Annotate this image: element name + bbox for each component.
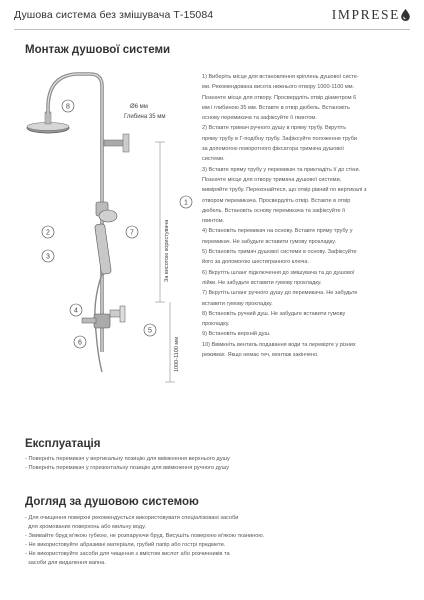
callout-3 (42, 250, 54, 262)
operation-item: - Поверніть перемикач у горизонтальну позицію для ввімкнення ручного душу (25, 465, 230, 471)
step-line: 7) Вкрутіть шланг ручного душу до перемикача. Не забудьте (202, 290, 358, 297)
brand-name: IMPRESE (331, 7, 400, 22)
svg-text:1: 1 (184, 199, 188, 207)
operation-list (25, 455, 417, 473)
step-line: 3) Вставте пряму трубу у перемикач та прикладіть її до стіни. (202, 166, 361, 173)
install-section-title: Монтаж душової системи (25, 44, 171, 56)
step-line: 4) Встановіть перемикач на основу. Вставте пряму трубу у (202, 228, 353, 235)
step-line: вставити гумову прокладку. (202, 300, 273, 307)
step-line: 10) Ввімкніть вентиль подавання води та перевірте у різних (202, 341, 356, 348)
step-line: пряму трубу в Г-подібну трубу. Зафіксуйте положення труби (202, 135, 357, 142)
care-item: - Для очищення поверхні рекомендується використовувати спеціалізовані засоби (25, 515, 239, 521)
callout-4 (70, 304, 82, 316)
operation-section-title: Експлуатація (25, 438, 101, 450)
step-line: лійки. Не забудьте вставити гумову прокладку. (202, 279, 322, 286)
water-drop-icon (401, 9, 410, 21)
hole-depth-label: Глибина 35 мм (124, 114, 166, 120)
care-item: засоби для видалення вапна. (25, 560, 106, 566)
svg-text:2: 2 (46, 229, 50, 237)
callout-6 (74, 336, 86, 348)
care-item: - Не використовуйте засоби для чищення з вмістом кислот або розчинників та (25, 551, 230, 557)
step-line: Позначте місце для отвору. Просвердліть отвір діаметром 6 (202, 94, 357, 101)
shower-installation-diagram (20, 62, 204, 402)
step-line: прокладку. (202, 321, 230, 328)
step-line: системи. (202, 156, 225, 163)
callout-7 (126, 226, 138, 238)
hand-shower-holder (95, 202, 117, 274)
step-line: виміряйте трубу. Переконайтеся, що отвір рівний по вертикалі з (202, 187, 367, 194)
step-line: режимах. Якщо немає теч, монтаж закінчено. (202, 352, 319, 359)
care-section-title: Догляд за душовою системою (25, 496, 199, 508)
callout-5 (144, 324, 156, 336)
step-line: 6) Вкрутіть шланг підключення до змішувача та до душової (202, 269, 355, 276)
step-line: гвинтом. (202, 218, 225, 225)
callout-2 (42, 226, 54, 238)
care-item: - Змивайте бруд м'якою губкою, не розпаруючи бруд. Висушіть поверхню м'якою тканиною. (25, 533, 265, 539)
care-list (25, 514, 417, 568)
svg-text:6: 6 (78, 339, 82, 347)
step-line: дюбель. Встановіть основу перемикача та зафіксуйте її (202, 207, 346, 214)
overhead-shower-head (27, 112, 69, 133)
header-title: Душова система без змішувача Т-15084 (14, 9, 214, 21)
care-item: - Не використовуйте абразивні матеріали, грубий папір або гострі предмети. (25, 542, 226, 548)
callout-8 (62, 100, 74, 112)
top-wall-bracket (104, 134, 129, 152)
step-line: 2) Вставте тримач ручного душу в пряму трубу. Вкрутіть (202, 125, 347, 132)
step-line: мм і глибиною 35 мм. Вставте в отвір дюбель. Встановіть (202, 104, 350, 111)
step-line: 1) Виберіть місце для встановлення кріплень душової систе- (202, 74, 359, 80)
installation-steps-list (202, 72, 414, 360)
step-line: отвором перемикача. Просвердліть отвір. Вставте в отвір (202, 197, 351, 204)
step-line: 9) Встановіть верхній душ. (202, 331, 271, 338)
step-line: 5) Встановіть тримач душової системи в основу. Зафіксуйте (202, 249, 357, 256)
hole-diameter-label: Ø6 мм (130, 104, 148, 110)
step-line: Позначте місце для отвору тримача душової системи, (202, 176, 342, 183)
callout-1 (180, 196, 192, 208)
svg-text:8: 8 (66, 103, 70, 111)
step-line: перемикач. Не забудьте вставити гумову прокладку. (202, 238, 337, 245)
step-line: 8) Встановіть ручний душ. Не забудьте вставити гумову (202, 310, 346, 317)
care-item: для хромованих поверхонь або мильну воду. (25, 524, 146, 530)
height-range-label: 1000-1100 мм (174, 337, 180, 372)
step-line: основу перемикача та зафіксуйте її гвинтом. (202, 115, 317, 122)
step-line: за допомогою поворотного фіксатора тримача душової (202, 146, 344, 153)
header-divider (14, 29, 410, 30)
svg-text:3: 3 (46, 253, 50, 261)
operation-item: - Поверніть перемикач у вертикальну позицію для ввімкнення верхнього душу (25, 456, 230, 462)
step-line: його за допомогою шестигранного ключа. (202, 259, 310, 266)
user-height-label: За висотою користувача (164, 219, 170, 282)
brand-logo (332, 7, 410, 23)
svg-text:4: 4 (74, 307, 78, 315)
step-line: ми. Рекомендована висота нижнього отвору 1000-1100 мм. (202, 84, 355, 91)
svg-text:7: 7 (130, 229, 134, 237)
svg-text:5: 5 (148, 327, 152, 335)
